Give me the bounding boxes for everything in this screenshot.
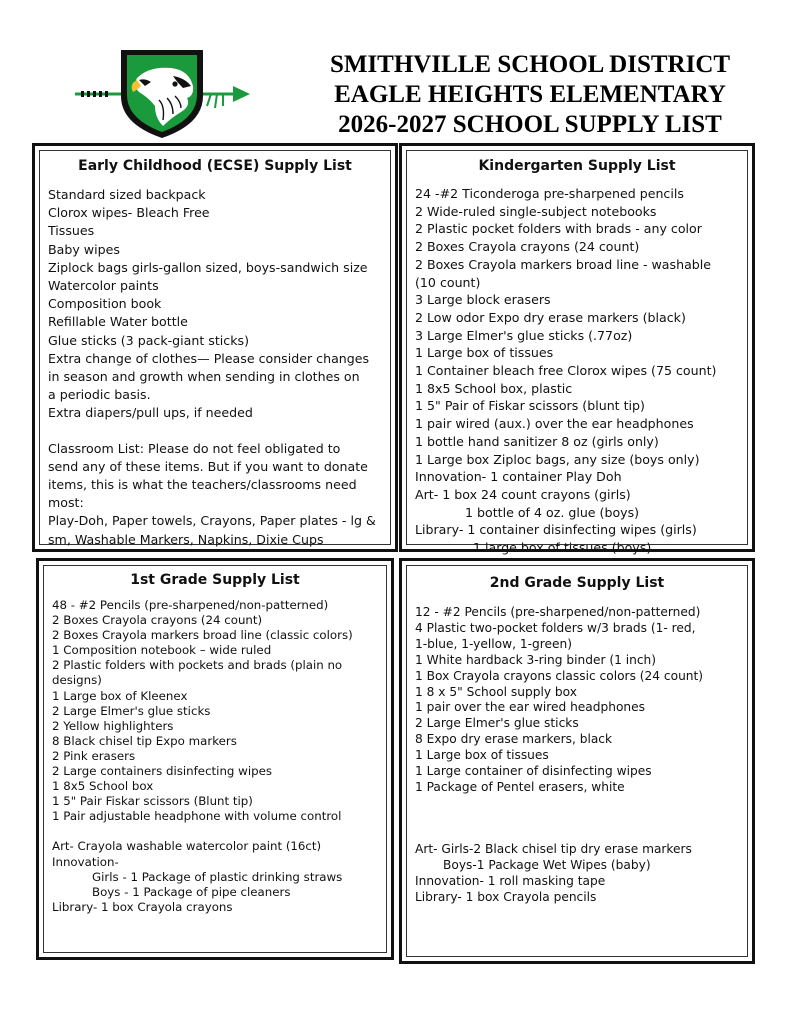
classroom-list-line: Play-Doh, Paper towels, Crayons, Paper plates - lg & xyxy=(48,513,376,529)
extra-item: Innovation- 1 roll masking tape xyxy=(415,873,606,888)
first-grade-title: 1st Grade Supply List xyxy=(130,572,300,588)
list-item: Baby wipes xyxy=(48,241,120,257)
list-item: Composition book xyxy=(48,296,162,312)
list-item: Extra diapers/pull ups, if needed xyxy=(48,405,253,421)
list-item: 2 Yellow highlighters xyxy=(52,718,174,733)
document-title xyxy=(300,50,760,140)
eagle-shield-logo-icon xyxy=(75,40,250,140)
list-item: 1 8x5 School box xyxy=(52,779,154,794)
list-item: 1 Large box of Kleenex xyxy=(52,688,188,703)
page-header xyxy=(0,0,791,140)
extra-item: Innovation- xyxy=(52,854,119,869)
list-item: 1 Container bleach free Clorox wipes (75 count) xyxy=(415,363,717,379)
list-item: designs) xyxy=(52,673,102,688)
list-item: 1 8x5 School box, plastic xyxy=(415,380,573,396)
list-item: 2 Pink erasers xyxy=(52,748,136,763)
list-item: 2 Large Elmer's glue sticks xyxy=(52,703,211,718)
list-item: 1 large box of tissues (boys) xyxy=(473,540,652,556)
kindergarten-item-list xyxy=(415,185,741,557)
extra-item: Library- 1 box Crayola pencils xyxy=(415,889,597,904)
list-item: 1 Pair adjustable headphone with volume control xyxy=(52,809,342,824)
list-item: in season and growth when sending in clothes on xyxy=(48,369,360,385)
ecse-supply-box xyxy=(32,143,398,552)
extra-item: Library- 1 box Crayola crayons xyxy=(52,899,233,914)
title-line-school: EAGLE HEIGHTS ELEMENTARY xyxy=(334,81,726,108)
ecse-item-list xyxy=(48,186,384,549)
list-item: 2 Large Elmer's glue sticks xyxy=(415,716,579,731)
list-item: 1 Large box Ziploc bags, any size (boys only) xyxy=(415,451,700,467)
list-item: 12 - #2 Pencils (pre-sharpened/non-patterned) xyxy=(415,605,701,619)
list-item: Standard sized backpack xyxy=(48,187,206,202)
list-item: Innovation- 1 container Play Doh xyxy=(415,469,622,485)
spacer xyxy=(415,796,741,842)
list-item: Art- 1 box 24 count crayons (girls) xyxy=(415,486,631,502)
extra-item: Boys-1 Package Wet Wipes (baby) xyxy=(443,857,651,872)
extra-item: Boys - 1 Package of pipe cleaners xyxy=(92,884,291,899)
classroom-list-line: items, this is what the teachers/classrooms need xyxy=(48,477,357,493)
list-item: Extra change of clothes— Please consider changes xyxy=(48,350,370,366)
list-item: 1 pair over the ear wired headphones xyxy=(415,700,646,715)
first-grade-item-list xyxy=(52,598,380,915)
second-grade-supply-box xyxy=(399,558,755,964)
classroom-list-line: send any of these items. But if you want to donate xyxy=(48,458,368,474)
list-item: 1 5" Pair of Fiskar scissors (blunt tip) xyxy=(415,398,645,414)
first-grade-supply-box xyxy=(36,558,394,960)
list-item: 2 Boxes Crayola markers broad line (classic colors) xyxy=(52,628,353,643)
list-item: 2 Plastic folders with pockets and brads (plain no xyxy=(52,658,343,673)
classroom-list-line: Classroom List: Please do not feel obligated to xyxy=(48,440,341,456)
list-item: Watercolor paints xyxy=(48,278,159,294)
ecse-title: Early Childhood (ECSE) Supply List xyxy=(78,158,352,174)
list-item: 2 Large containers disinfecting wipes xyxy=(52,764,272,779)
list-item: 2 Boxes Crayola crayons (24 count) xyxy=(52,613,263,628)
list-item: Clorox wipes- Bleach Free xyxy=(48,205,210,221)
kindergarten-supply-box xyxy=(399,143,755,556)
list-item: 8 Expo dry erase markers, black xyxy=(415,732,613,747)
list-item: Glue sticks (3 pack-giant sticks) xyxy=(48,332,249,348)
classroom-list-line: most: xyxy=(48,495,84,511)
extra-item: Girls - 1 Package of plastic drinking straws xyxy=(92,869,343,884)
list-item: (10 count) xyxy=(415,274,481,290)
ecse-inner-border xyxy=(39,150,391,545)
list-item: 2 Plastic pocket folders with brads - any color xyxy=(415,221,702,237)
list-item: 1 Large box of tissues xyxy=(415,345,554,361)
list-item: a periodic basis. xyxy=(48,387,151,403)
list-item: 1 Composition notebook – wide ruled xyxy=(52,643,272,658)
list-item: 24 -#2 Ticonderoga pre-sharpened pencils xyxy=(415,186,684,201)
list-item: 1 Large container of disinfecting wipes xyxy=(415,764,652,779)
second-grade-inner-border xyxy=(406,565,748,957)
list-item: 48 - #2 Pencils (pre-sharpened/non-patterned) xyxy=(52,598,329,612)
list-item: 8 Black chisel tip Expo markers xyxy=(52,733,237,748)
list-item: 2 Boxes Crayola markers broad line - washable xyxy=(415,256,712,272)
list-item: 1 8 x 5" School supply box xyxy=(415,684,577,699)
list-item: 1 bottle hand sanitizer 8 oz (girls only) xyxy=(415,433,659,449)
list-item: Library- 1 container disinfecting wipes (girls) xyxy=(415,522,697,538)
list-item: 3 Large Elmer's glue sticks (.77oz) xyxy=(415,327,633,343)
extra-item: Art- Crayola washable watercolor paint (16ct) xyxy=(52,839,322,854)
title-line-district: SMITHVILLE SCHOOL DISTRICT xyxy=(329,51,731,78)
extra-item: Art- Girls-2 Black chisel tip dry erase markers xyxy=(415,841,692,856)
spacer xyxy=(52,824,380,839)
list-item: 2 Boxes Crayola crayons (24 count) xyxy=(415,239,640,255)
list-item: 1 Box Crayola crayons classic colors (24 count) xyxy=(415,668,704,683)
title-line-year: 2026-2027 SCHOOL SUPPLY LIST xyxy=(338,111,722,138)
second-grade-item-list xyxy=(415,605,741,906)
list-item: Refillable Water bottle xyxy=(48,314,188,330)
second-grade-title: 2nd Grade Supply List xyxy=(489,575,665,591)
list-item: 1 pair wired (aux.) over the ear headphones xyxy=(415,416,694,432)
list-item: 2 Low odor Expo dry erase markers (black) xyxy=(415,309,686,325)
list-item: Tissues xyxy=(48,223,95,239)
list-item: 3 Large block erasers xyxy=(415,292,551,308)
kindergarten-title: Kindergarten Supply List xyxy=(478,158,676,174)
list-item: 1 Package of Pentel erasers, white xyxy=(415,779,625,794)
list-item: 1 White hardback 3-ring binder (1 inch) xyxy=(415,652,657,667)
list-item: 1-blue, 1-yellow, 1-green) xyxy=(415,636,572,651)
spacer xyxy=(48,423,384,440)
list-item: 2 Wide-ruled single-subject notebooks xyxy=(415,203,657,219)
list-item: Ziplock bags girls-gallon sized, boys-sandwich size xyxy=(48,259,368,275)
first-grade-inner-border xyxy=(43,565,387,953)
list-item: 1 bottle of 4 oz. glue (boys) xyxy=(465,504,640,520)
kindergarten-inner-border xyxy=(406,150,748,556)
list-item: 4 Plastic two-pocket folders w/3 brads (1- red, xyxy=(415,620,696,635)
classroom-list-line: sm, Washable Markers, Napkins, Dixie Cups xyxy=(48,531,324,547)
list-item: 1 Large box of tissues xyxy=(415,748,549,763)
list-item: 1 5" Pair Fiskar scissors (Blunt tip) xyxy=(52,794,253,809)
